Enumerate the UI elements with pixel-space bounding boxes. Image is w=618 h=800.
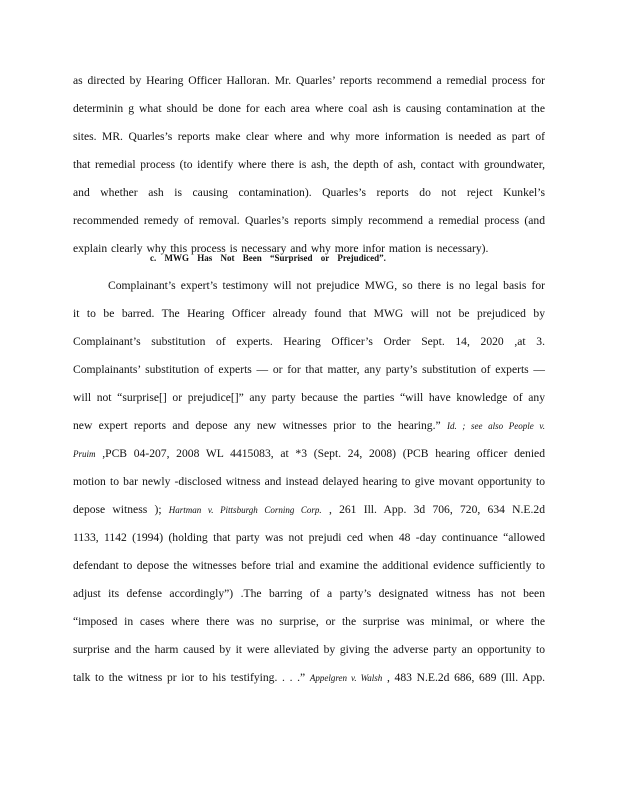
- paragraph-text: , 261 Ill. App. 3d 706, 720, 634 N.E.2d: [328, 503, 545, 516]
- paragraph-line: that remedial process (to identify where there is ash, the depth of ash, contact with groundwater,: [73, 158, 545, 171]
- paragraph-line: sites. MR. Quarles’s reports make clear where and why more information is needed as part of: [73, 130, 545, 143]
- case-citation: Id. ; see also People v.: [446, 421, 545, 431]
- paragraph-line: [73, 419, 545, 433]
- paragraph-line: defendant to depose the witnesses before trial and examine the additional evidence sufficiently to: [73, 559, 545, 572]
- paragraph-line: motion to bar newly -disclosed witness and instead delayed hearing to give movant opportunity to: [73, 475, 545, 488]
- paragraph-line: adjust its defense accordingly”) .The barring of a party’s designated witness has not been: [73, 587, 545, 600]
- paragraph-line: Complainants’ substitution of experts — or for that matter, any party’s substitution of experts —: [73, 363, 545, 376]
- paragraph-line: as directed by Hearing Officer Halloran. Mr. Quarles’ reports recommend a remedial process for: [73, 74, 545, 87]
- paragraph-text: talk to the witness pr ior to his testifying. . . .”: [73, 671, 306, 684]
- paragraph-line: and whether ash is causing contamination). Quarles’s reports do not reject Kunkel’s: [73, 186, 545, 199]
- paragraph-line: determinin g what should be done for each area where coal ash is causing contamination at the: [73, 102, 545, 115]
- paragraph-line: “imposed in cases where there was no surprise, or the surprise was minimal, or where the: [73, 615, 545, 628]
- case-citation: Appelgren v. Walsh: [309, 673, 383, 683]
- paragraph-line: explain clearly why this process is necessary and why more infor mation is necessary).: [73, 242, 489, 255]
- paragraph-line: will not “surprise[] or prejudice[]” any party because the parties “will have knowledge of any: [73, 391, 545, 404]
- paragraph-line: [73, 503, 545, 517]
- paragraph-text: new expert reports and depose any new witnesses prior to the hearing.”: [73, 419, 441, 432]
- paragraph-line: [73, 671, 545, 685]
- paragraph-line: 1133, 1142 (1994) (holding that party was not prejudi ced when 48 -day continuance “allowed: [73, 531, 545, 544]
- paragraph-line: recommended remedy of removal. Quarles’s reports simply recommend a remedial process (and: [73, 214, 545, 227]
- paragraph-text: depose witness );: [73, 503, 162, 516]
- paragraph-line: surprise and the harm caused by it were alleviated by giving the adverse party an opportunity to: [73, 643, 545, 656]
- paragraph-line: [73, 447, 545, 461]
- paragraph-text: ,PCB 04-207, 2008 WL 4415083, at *3 (Sept. 24, 2008) (PCB hearing officer denied: [102, 447, 545, 460]
- paragraph-line: Complainant’s substitution of experts. Hearing Officer’s Order Sept. 14, 2020 ,at 3.: [73, 335, 545, 348]
- section-heading: c. MWG Has Not Been “Surprised or Prejudiced”.: [150, 253, 386, 263]
- case-citation: Pruim: [73, 449, 96, 459]
- paragraph-text: , 483 N.E.2d 686, 689 (Ill. App.: [386, 671, 546, 684]
- paragraph-line: Complainant’s expert’s testimony will not prejudice MWG, so there is no legal basis for: [108, 279, 545, 292]
- case-citation: Hartman v. Pittsburgh Corning Corp.: [168, 505, 322, 515]
- paragraph-line: it to be barred. The Hearing Officer already found that MWG will not be prejudiced by: [73, 307, 545, 320]
